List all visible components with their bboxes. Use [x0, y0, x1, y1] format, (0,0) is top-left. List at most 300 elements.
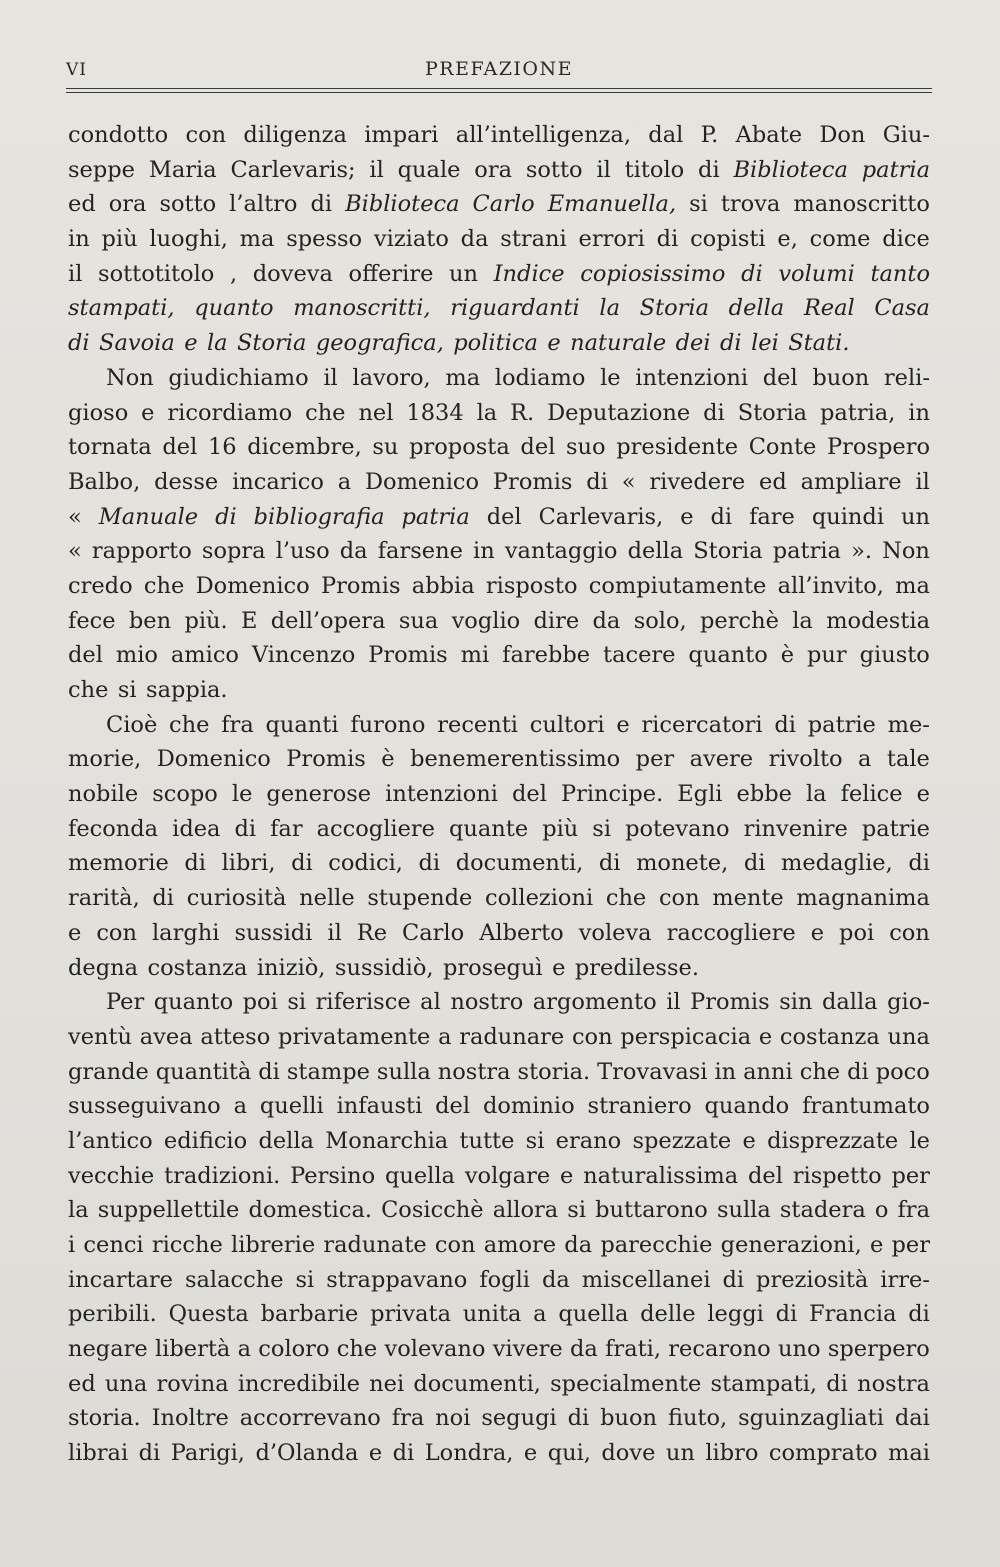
word: dalla [821, 989, 878, 1016]
word: sopra [201, 538, 266, 565]
word: curiosità [186, 885, 287, 912]
word: reli- [883, 364, 930, 391]
word: nobile [68, 781, 139, 808]
word: Storia [693, 538, 763, 565]
text-line [68, 1228, 930, 1263]
word: nostro [450, 989, 524, 1016]
word: di [703, 399, 725, 426]
word: suo [566, 434, 606, 461]
word: comprato [768, 1440, 878, 1467]
word: volgare [464, 1162, 551, 1189]
italic-word: naturale [570, 330, 667, 357]
word: memorie [68, 850, 169, 877]
word: sotto [525, 156, 583, 183]
text-line [68, 430, 930, 465]
word: di [908, 1301, 930, 1328]
word: Persino [290, 1162, 376, 1189]
word: far [270, 815, 303, 842]
word: segugi [481, 1405, 557, 1432]
word: , [229, 260, 238, 287]
word: si [287, 989, 307, 1016]
word: l’uso [275, 538, 330, 565]
text-line [68, 708, 930, 743]
word: mio [115, 642, 158, 669]
word: con [658, 885, 700, 912]
word: radunate [323, 1232, 427, 1258]
word: quando [704, 1093, 790, 1120]
word: giudichiamo [168, 364, 309, 391]
word: titolo [624, 156, 685, 183]
word: generose [266, 781, 372, 808]
word: fra [391, 1405, 425, 1432]
word: incarico [232, 468, 324, 495]
word: dire [533, 607, 580, 634]
word: proseguì [442, 954, 543, 981]
word: avere [689, 746, 754, 773]
word: con [571, 1023, 613, 1050]
word: il [68, 260, 83, 287]
word: dominio [482, 1093, 575, 1120]
word: irre- [880, 1266, 930, 1293]
word: quindi [811, 503, 885, 530]
word: rivedere [649, 468, 746, 495]
word: di [775, 1301, 798, 1328]
word: quante [449, 815, 529, 842]
word: tale [886, 746, 930, 773]
word: benemerentissimo [410, 746, 621, 773]
running-title: PREFAZIONE [425, 58, 573, 80]
text-line [68, 638, 930, 673]
word: ricordiamo [167, 399, 293, 426]
word: lodiamo [494, 364, 586, 391]
word: e [523, 1440, 538, 1467]
word: sussidiò, [334, 954, 434, 981]
word: viziato [373, 226, 449, 253]
word: 16 [207, 434, 237, 461]
word: Balbo, [68, 468, 141, 495]
word: ampliare [800, 468, 902, 495]
word: di [698, 156, 720, 183]
text-line [68, 257, 930, 292]
word: diligenza [243, 122, 347, 148]
word: o [874, 1197, 889, 1224]
text-line [68, 326, 930, 361]
text-line [68, 361, 930, 396]
word: incartare [68, 1266, 173, 1293]
italic-word: Indice [493, 260, 565, 287]
word: tornata [68, 434, 152, 461]
word: sin [779, 989, 813, 1016]
word: della [258, 1127, 314, 1154]
word: unita [462, 1301, 522, 1328]
italic-word: Emanuella, [547, 191, 677, 218]
word: dicembre, [247, 434, 362, 461]
italic-word: di [68, 330, 90, 357]
word: l’altro [229, 191, 298, 218]
word: feconda [68, 815, 159, 842]
word: vantaggio [504, 538, 618, 565]
word: argomento [532, 989, 657, 1016]
italic-word: Real [803, 295, 855, 322]
text-line [68, 1089, 930, 1124]
running-header [66, 58, 932, 86]
word: predilesse. [574, 954, 699, 981]
word: da [592, 607, 621, 634]
word: nostra [857, 1370, 930, 1397]
word: recarono [668, 1336, 771, 1363]
word: coloro [258, 1336, 330, 1363]
word: di [258, 1058, 280, 1085]
word: si [295, 1266, 315, 1293]
text-line [68, 1367, 930, 1402]
text-line [68, 1297, 930, 1332]
word: da [570, 1336, 598, 1363]
word: seppe [68, 156, 135, 183]
text-line [68, 1193, 930, 1228]
word: della [627, 538, 684, 565]
word: in [473, 538, 495, 565]
text-line [68, 534, 930, 569]
word: e [810, 919, 825, 946]
word: « [68, 538, 82, 565]
word: e [552, 954, 566, 981]
word: perspicacia [620, 1023, 752, 1050]
word: sperpero [827, 1336, 930, 1363]
word: frantumato [802, 1093, 930, 1120]
word: presidente [616, 434, 739, 461]
word: la [68, 1197, 89, 1224]
word: impari [364, 122, 439, 148]
word: a [858, 746, 872, 773]
word: voleva [578, 919, 652, 946]
word: Abate [735, 122, 803, 148]
word: privatamente [277, 1023, 431, 1050]
text-line [68, 742, 930, 777]
word: Vincenzo [251, 642, 356, 669]
word: potevano [625, 815, 730, 842]
word: morie, [68, 746, 142, 773]
word: documenti, [455, 850, 584, 877]
italic-word: e [184, 330, 198, 357]
word: copisti [690, 226, 766, 253]
word: dal [648, 122, 684, 148]
word: con [434, 1232, 476, 1258]
word: quelli [259, 1093, 324, 1120]
word: rinvenire [743, 815, 848, 842]
word: un [449, 260, 479, 287]
word: di [586, 468, 608, 495]
word: Parigi, [170, 1440, 245, 1467]
word: a [533, 1301, 547, 1328]
word: Conte [748, 434, 817, 461]
text-line [68, 673, 930, 708]
word: quanto [153, 989, 234, 1016]
italic-word: lei [751, 330, 779, 357]
word: anni [743, 1058, 793, 1085]
text-line [68, 465, 930, 500]
word: Re [356, 919, 388, 946]
word: risposto [485, 572, 578, 599]
word: da [460, 226, 489, 253]
word: Per [106, 989, 145, 1016]
word: libri, [221, 850, 276, 877]
word: buttarono [595, 1197, 708, 1224]
text-line [68, 812, 930, 847]
word: e [916, 781, 930, 808]
italic-word: Storia [639, 295, 710, 322]
word: me- [887, 711, 930, 738]
word: gioso [68, 399, 129, 426]
word: nelle [299, 885, 355, 912]
word: amico [170, 642, 239, 669]
text-line [68, 846, 930, 881]
word: allora [492, 1197, 559, 1224]
word: dice [882, 226, 930, 253]
word: ora [108, 191, 147, 218]
word: patrie [807, 711, 876, 738]
italic-word: la [206, 330, 228, 357]
text-line [68, 222, 930, 257]
word: susseguivano [68, 1093, 221, 1120]
word: a [233, 1093, 247, 1120]
word: rapporto [91, 538, 192, 565]
text-line [68, 916, 930, 951]
word: preziosità [756, 1266, 869, 1293]
word: che [799, 1058, 841, 1085]
word: si [592, 815, 612, 842]
word: atteso [200, 1023, 271, 1050]
word: Giu- [882, 122, 930, 148]
word: compiutamente [588, 572, 767, 599]
italic-word: manoscritti, [293, 295, 431, 322]
word: infausti [336, 1093, 423, 1120]
word: di [710, 503, 733, 530]
word: le [909, 1127, 930, 1154]
word: e [141, 399, 155, 426]
word: frati, [605, 1336, 661, 1363]
word: fra [221, 711, 254, 738]
word: il [323, 364, 338, 391]
word: patrie [861, 815, 930, 842]
word: felice [840, 781, 903, 808]
word: quanto [688, 642, 768, 669]
word: proposta [409, 434, 510, 461]
word: fece [68, 607, 116, 634]
italic-word: politica [453, 330, 538, 357]
word: straniero [587, 1093, 692, 1120]
word: Domenico [156, 746, 271, 773]
italic-word: di [720, 330, 742, 357]
word: parecchie [600, 1232, 713, 1258]
word: luoghi, [149, 226, 228, 253]
word: buon [812, 364, 870, 391]
word: « [68, 503, 82, 530]
word: sotto [159, 191, 217, 218]
word: è [780, 642, 795, 669]
word: ricche [151, 1232, 223, 1258]
word: più [101, 226, 138, 253]
word: sua [398, 607, 439, 634]
word: e [680, 503, 694, 530]
word: modestia [826, 607, 930, 634]
word: trova [720, 191, 781, 218]
word: ». [851, 538, 873, 565]
word: disprezzate [767, 1127, 899, 1154]
word: errori [578, 226, 645, 253]
word: del [486, 503, 522, 530]
word: dove [601, 1440, 656, 1467]
text-line [68, 604, 930, 639]
italic-word: la [599, 295, 621, 322]
word: poi [242, 989, 278, 1016]
word: del [512, 781, 547, 808]
word: Non [106, 364, 154, 391]
word: di [743, 850, 766, 877]
word: le [600, 364, 621, 391]
word: per [891, 1162, 930, 1189]
text-line [68, 1124, 930, 1159]
italic-word: di [215, 503, 237, 530]
word: accorrevano [239, 1405, 381, 1432]
word: e [616, 711, 630, 738]
word: nel [358, 399, 394, 426]
word: tutte [459, 1127, 515, 1154]
word: furono [350, 711, 426, 738]
word: gio- [887, 989, 930, 1016]
word: mai [888, 1440, 930, 1467]
word: all’intelligenza, [455, 122, 632, 148]
italic-word: dei [675, 330, 711, 357]
italic-word: e [547, 330, 561, 357]
word: buon [600, 1405, 658, 1432]
word: i [68, 1232, 76, 1258]
word: volevano [384, 1336, 486, 1363]
text-line [68, 1401, 930, 1436]
word: al [420, 989, 441, 1016]
word: ed [759, 468, 787, 495]
italic-word: Stati. [788, 330, 850, 357]
italic-word: della [728, 295, 785, 322]
word: Trovavasi [597, 1058, 708, 1085]
word: 1834 [406, 399, 464, 426]
word: voglio [451, 607, 521, 634]
word: offerire [348, 260, 434, 287]
word: farebbe [502, 642, 591, 669]
word: manoscritto [793, 191, 930, 218]
text-line [68, 118, 930, 153]
word: strani [500, 226, 567, 253]
word: di [908, 850, 930, 877]
italic-word: tanto [870, 260, 930, 287]
word: si [117, 677, 137, 703]
word: Non [882, 538, 930, 565]
word: rivolto [768, 746, 843, 773]
word: il [915, 468, 930, 495]
word: Carlevaris, [538, 503, 664, 530]
word: iniziò, [256, 954, 326, 981]
text-line [68, 396, 930, 431]
word: librai [68, 1440, 129, 1467]
italic-word: Manuale [98, 503, 199, 530]
text-line [68, 500, 930, 535]
word: accogliere [316, 815, 435, 842]
word: rarità, [68, 885, 140, 912]
word: una [887, 1023, 930, 1050]
word: ebbe [736, 781, 792, 808]
italic-word: di [741, 260, 763, 287]
word: Monarchia [325, 1127, 449, 1154]
word: Alberto [479, 919, 564, 946]
italic-word: copiosissimo [580, 260, 726, 287]
word: e [559, 1162, 574, 1189]
word: qui, [547, 1440, 591, 1467]
word: di [138, 1440, 161, 1467]
word: stadera [779, 1197, 866, 1224]
word: di [184, 850, 206, 877]
word: Deputazione [547, 399, 691, 426]
word: libro [705, 1440, 759, 1467]
word: da [339, 538, 368, 565]
word: perchè [700, 607, 779, 634]
word: che [68, 677, 109, 703]
word: libertà [154, 1336, 231, 1363]
word: ma [239, 226, 275, 253]
word: Domenico [365, 468, 480, 495]
word: specialmente [550, 1370, 702, 1397]
word: ventù [68, 1023, 133, 1050]
word: con [889, 919, 930, 946]
word: per [891, 1232, 930, 1258]
word: è [381, 746, 395, 773]
word: cenci [83, 1232, 144, 1258]
word: vivere [492, 1336, 563, 1363]
word: e [758, 1023, 773, 1050]
word: sulla [376, 1058, 431, 1085]
word: di [826, 1370, 848, 1397]
word: Promis [492, 468, 573, 495]
word: Prospero [826, 434, 930, 461]
word: più. [184, 607, 228, 634]
word: sguinzagliati [738, 1405, 884, 1432]
word: documenti, [413, 1370, 541, 1397]
word: il [369, 156, 384, 183]
italic-word: Carlo [472, 191, 535, 218]
word: quanti [265, 711, 339, 738]
word: intenzioni [385, 781, 498, 808]
word: quantità [155, 1058, 252, 1085]
word: Inoltre [151, 1405, 229, 1432]
word: miscellanei [581, 1266, 711, 1293]
word: ed [68, 191, 96, 218]
text-line [68, 777, 930, 812]
word: Principe. [560, 781, 664, 808]
word: generazioni, [720, 1232, 862, 1258]
word: abbia [411, 572, 475, 599]
word: mi [460, 642, 490, 669]
word: si [689, 191, 708, 218]
word: suppellettile [97, 1197, 240, 1224]
word: fare [749, 503, 795, 530]
text-line [68, 1055, 930, 1090]
word: lavoro, [352, 364, 431, 391]
word: edificio [163, 1127, 248, 1154]
word: Carlo [402, 919, 465, 946]
text-line [68, 1332, 930, 1367]
word: la [805, 781, 827, 808]
word: monete, [636, 850, 729, 877]
word: sottotitolo [98, 260, 215, 287]
word: pur [807, 642, 847, 669]
